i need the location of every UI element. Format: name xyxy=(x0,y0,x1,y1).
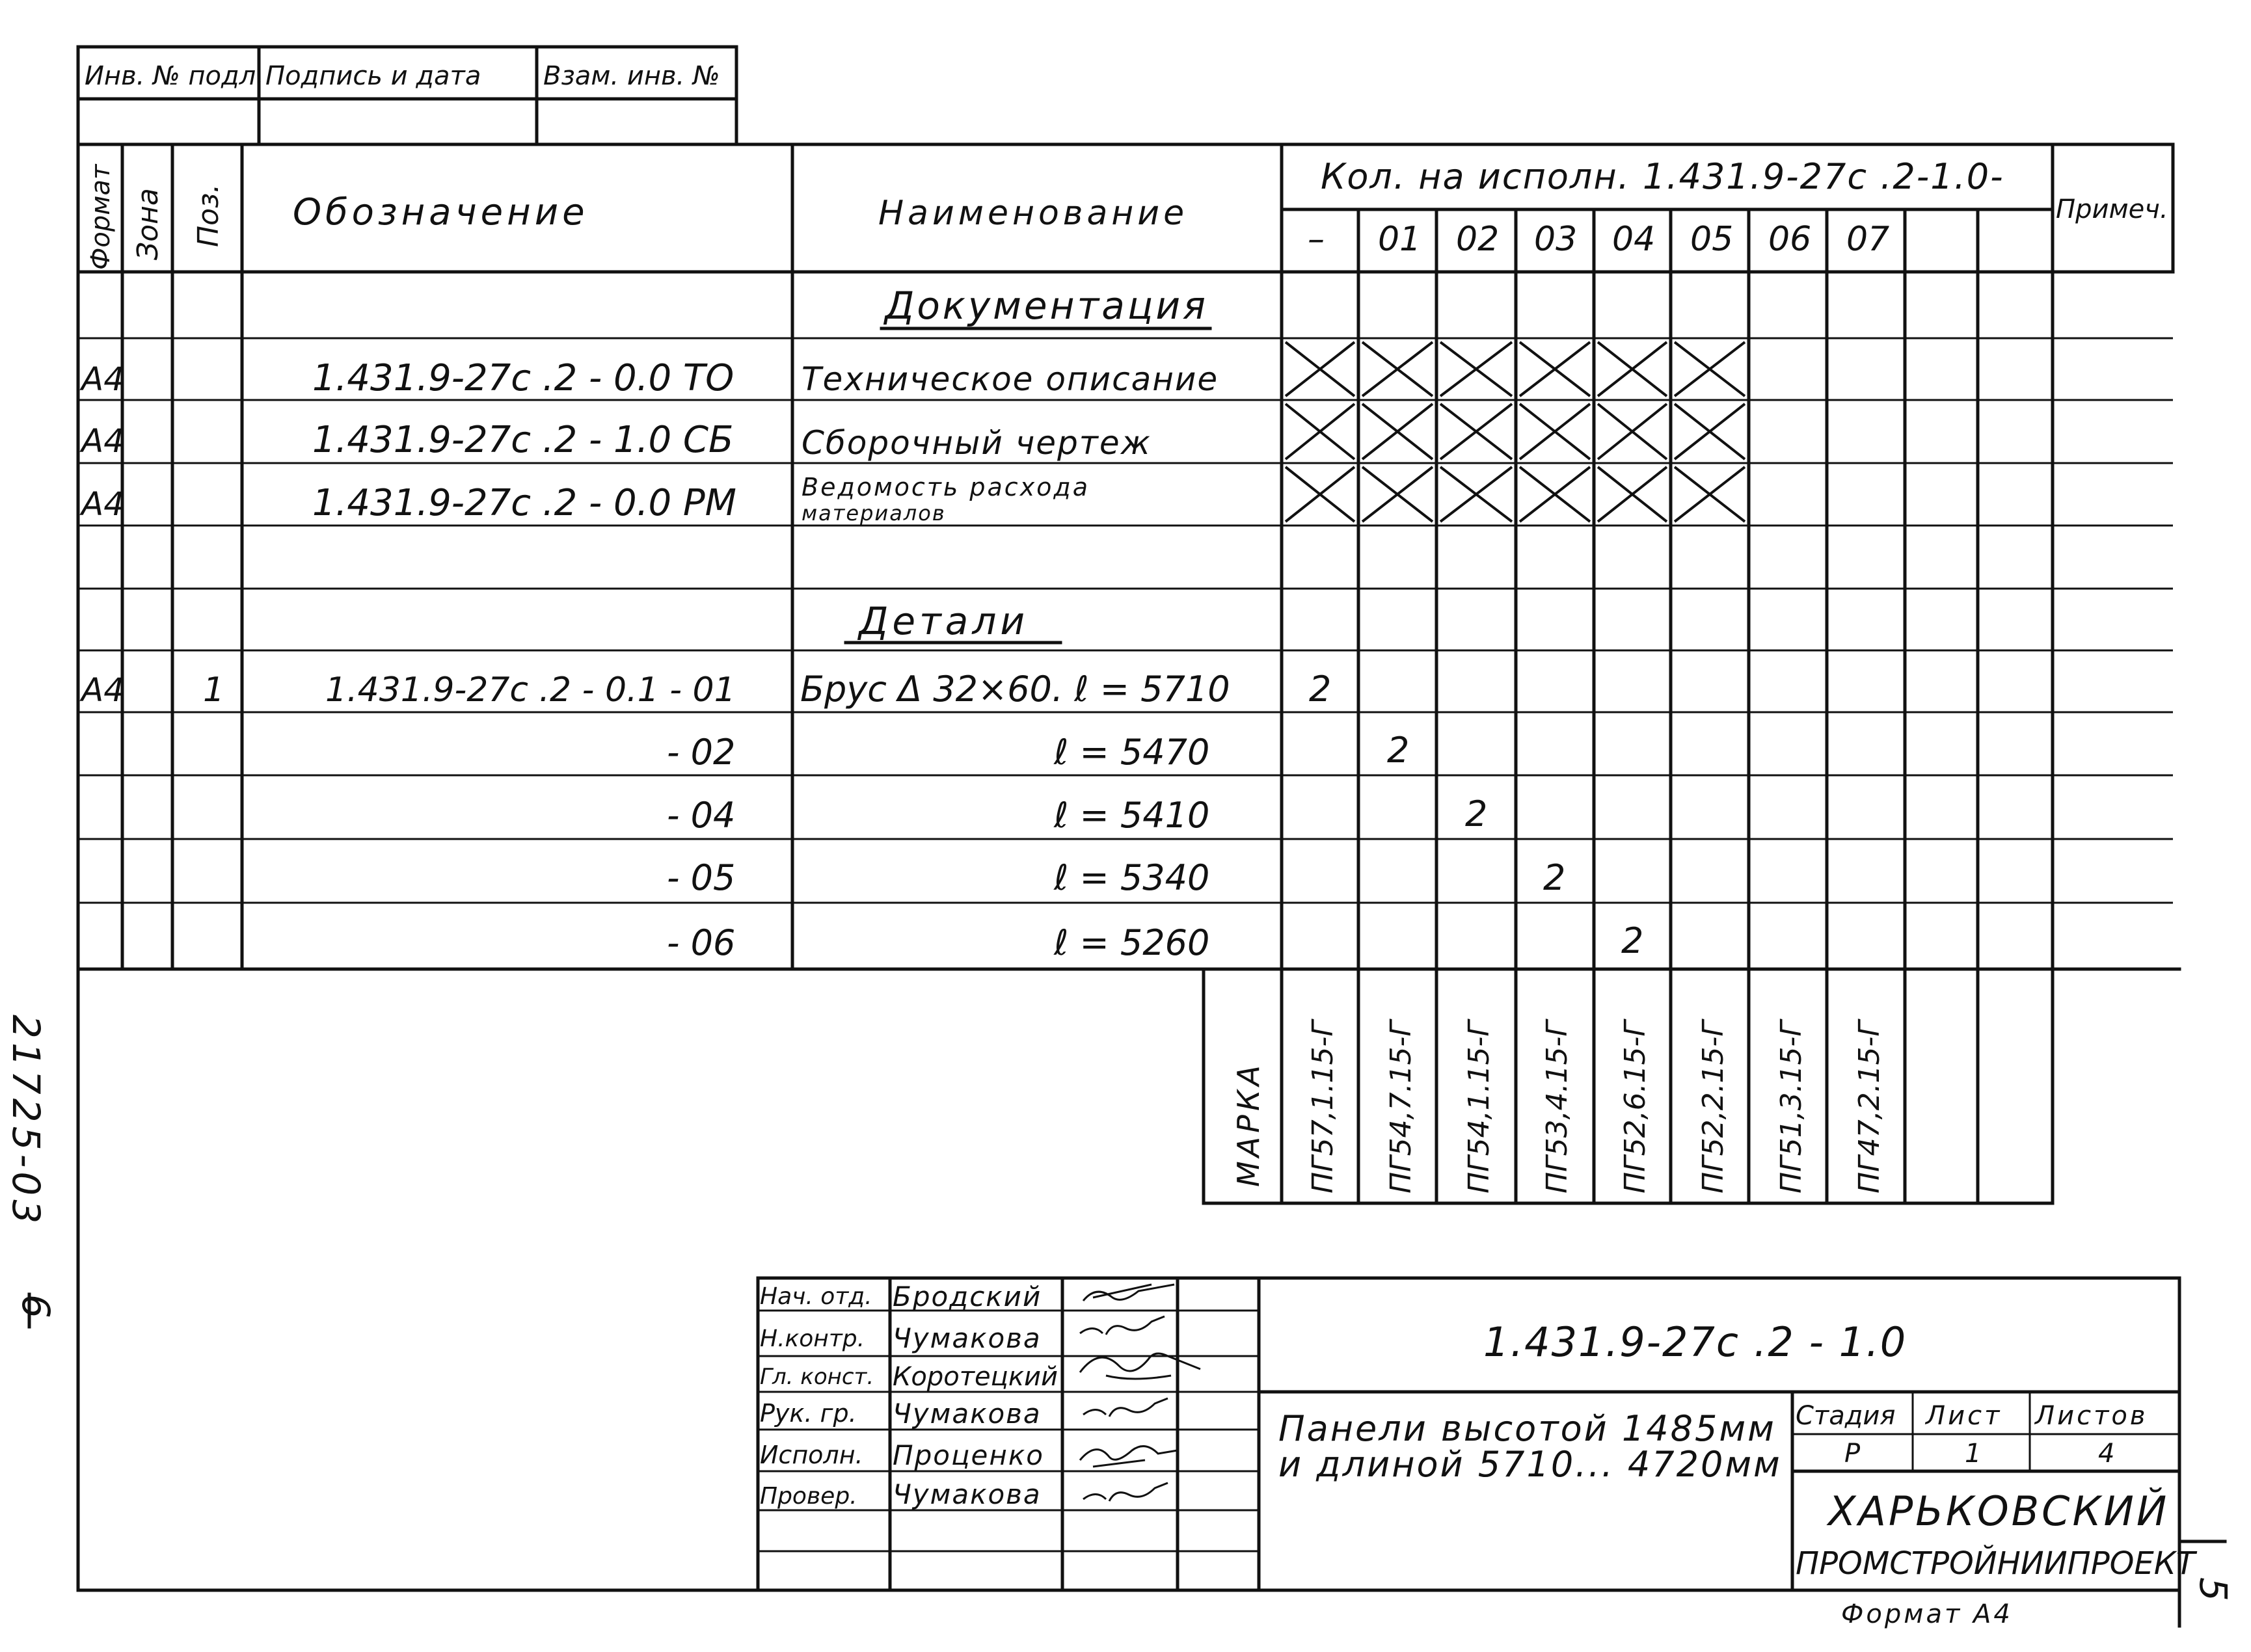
marka-row xyxy=(1231,1019,1886,1193)
marka-item-1: ПГ54,7.15-Г xyxy=(1384,1020,1418,1193)
header-naimenovanie: Наименование xyxy=(878,194,1189,233)
detail-3-name: ℓ = 5340 xyxy=(1054,857,1210,898)
detail-0-designation: 1.431.9-27с .2 - 0.1 - 01 xyxy=(325,671,736,710)
listov-label: Листов xyxy=(2035,1401,2148,1431)
top-stamp xyxy=(78,47,736,144)
format-note: Формат А4 xyxy=(1841,1599,2013,1629)
header-primech: Примеч. xyxy=(2056,194,2168,224)
product-line2: и длиной 5710... 4720мм xyxy=(1278,1444,1782,1485)
doc-0-designation: 1.431.9-27с .2 - 0.0 ТО xyxy=(312,357,735,399)
doc-2-name-line1: Ведомость расхода xyxy=(802,473,1090,501)
isp-col-2: 02 xyxy=(1456,220,1500,259)
name-0: Бродский xyxy=(893,1281,1042,1312)
detail-2-name: ℓ = 5410 xyxy=(1054,795,1210,836)
header-oboznachenie: Обозначение xyxy=(293,191,589,233)
isp-col-7: 07 xyxy=(1846,220,1890,259)
org-line1: ХАРЬКОВСКИЙ xyxy=(1828,1487,2170,1535)
stadiya-label: Стадия xyxy=(1796,1401,1896,1431)
table-header xyxy=(86,156,2168,270)
detail-4-qty: 2 xyxy=(1621,920,1644,961)
detail-0-format: А4 xyxy=(81,671,125,709)
sheet-number: 6 xyxy=(14,1294,58,1318)
name-3: Чумакова xyxy=(893,1398,1042,1430)
detail-1-qty: 2 xyxy=(1387,730,1410,771)
archive-number: 21725-03 xyxy=(4,1015,48,1228)
doc-0-name: Техническое описание xyxy=(802,360,1219,398)
marka-item-0: ПГ57,1.15-Г xyxy=(1306,1020,1340,1193)
detail-3-qty: 2 xyxy=(1543,857,1566,898)
doc-1-designation: 1.431.9-27с .2 - 1.0 СБ xyxy=(312,419,734,461)
isp-col-3: 03 xyxy=(1534,220,1578,259)
name-1: Чумакова xyxy=(893,1322,1042,1354)
marka-item-5: ПГ52,2.15-Г xyxy=(1697,1020,1730,1193)
isp-col-0: – xyxy=(1308,220,1325,259)
detail-1-designation: - 02 xyxy=(667,732,736,773)
stamp-inv-podl: Инв. № подл. xyxy=(85,61,264,91)
marka-item-2: ПГ54,1.15-Г xyxy=(1462,1020,1496,1193)
product-line1: Панели высотой 1485мм xyxy=(1278,1408,1776,1449)
role-1: Н.контр. xyxy=(760,1326,865,1352)
section-docs-title: Документация xyxy=(885,284,1208,328)
marka-label: МАРКА xyxy=(1231,1061,1266,1187)
marka-item-4: ПГ52,6.15-Г xyxy=(1619,1020,1652,1193)
header-poz: Поз. xyxy=(192,183,225,247)
detail-0-qty: 2 xyxy=(1309,669,1332,710)
list-value: 1 xyxy=(1965,1439,1982,1469)
title-block xyxy=(78,1278,2225,1629)
role-4: Исполн. xyxy=(760,1441,863,1469)
isp-col-5: 05 xyxy=(1690,220,1734,259)
header-kol-title: Кол. на исполн. 1.431.9-27с .2-1.0- xyxy=(1321,156,2004,197)
stadiya-value: Р xyxy=(1844,1439,1861,1469)
marka-item-3: ПГ53,4.15-Г xyxy=(1541,1020,1574,1193)
doc-2-designation: 1.431.9-27с .2 - 0.0 РМ xyxy=(312,482,736,524)
detail-0-name: Брус Δ 32×60. ℓ = 5710 xyxy=(800,669,1230,710)
doc-1-name: Сборочный чертеж xyxy=(802,424,1152,462)
name-2: Коротецкий xyxy=(893,1362,1058,1392)
detail-1-name: ℓ = 5470 xyxy=(1054,732,1210,773)
role-0: Нач. отд. xyxy=(760,1283,872,1310)
page-number: 5 xyxy=(2191,1577,2235,1601)
listov-value: 4 xyxy=(2098,1439,2115,1469)
name-5: Чумакова xyxy=(893,1478,1042,1510)
marka-item-7: ПГ47,2.15-Г xyxy=(1853,1020,1886,1193)
section-details xyxy=(79,599,1643,963)
marka-item-6: ПГ51,3.15-Г xyxy=(1775,1020,1808,1193)
org-line2: ПРОМСТРОЙНИИПРОЕКТ xyxy=(1796,1545,2196,1582)
section-documents xyxy=(79,284,1745,526)
isp-col-1: 01 xyxy=(1378,220,1422,259)
header-format: Формат xyxy=(86,164,116,270)
detail-2-designation: - 04 xyxy=(667,795,736,836)
isp-col-6: 06 xyxy=(1768,220,1812,259)
isp-col-4: 04 xyxy=(1612,220,1656,259)
detail-2-qty: 2 xyxy=(1465,793,1488,834)
detail-3-designation: - 05 xyxy=(667,857,736,898)
detail-0-pos: 1 xyxy=(203,671,225,710)
doc-2-format: А4 xyxy=(81,485,125,523)
stamp-podpis-data: Подпись и дата xyxy=(265,61,481,91)
doc-designation: 1.431.9-27с .2 - 1.0 xyxy=(1483,1318,1907,1366)
doc-1-format: А4 xyxy=(81,422,125,460)
role-3: Рук. гр. xyxy=(760,1399,857,1428)
header-zona: Зона xyxy=(131,188,165,260)
list-label: Лист xyxy=(1926,1401,2002,1431)
section-details-title: Детали xyxy=(859,599,1029,643)
role-5: Провер. xyxy=(760,1483,857,1510)
doc-2-name-line2: материалов xyxy=(802,501,946,526)
detail-4-designation: - 06 xyxy=(667,922,736,963)
detail-4-name: ℓ = 5260 xyxy=(1054,922,1210,963)
role-2: Гл. конст. xyxy=(760,1364,874,1390)
name-4: Проценко xyxy=(893,1439,1044,1471)
doc-0-format: А4 xyxy=(81,360,125,398)
stamp-vzam-inv: Взам. инв. № xyxy=(543,61,720,91)
